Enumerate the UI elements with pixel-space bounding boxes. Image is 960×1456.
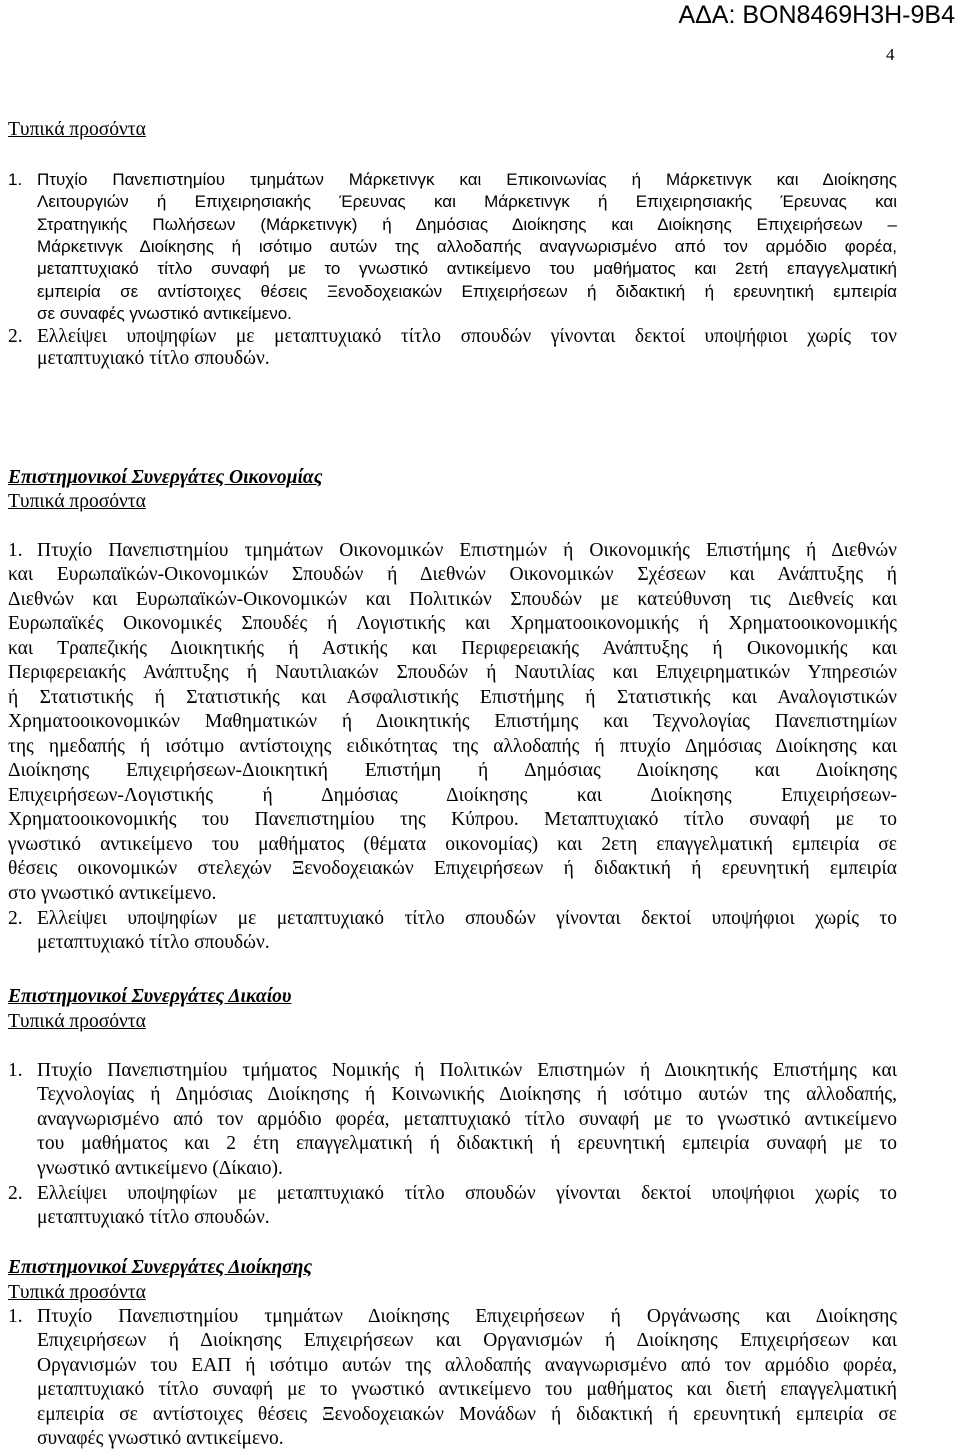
text-line: γνωστικό αντικείμενο (Δίκαιο). (37, 1157, 283, 1179)
page-number: 4 (886, 45, 895, 64)
text-line: αναγνωρισμένο από τον αρμόδιο φορέα, μεταπτυχιακό τίτλο συναφή με το γνωστικό αντικείμενο (37, 1108, 897, 1130)
text-line: και Ευρωπαϊκών-Οικονομικών Σπουδών ή Διεθνών Οικονομικών Σχέσεων και Ανάπτυξης ή (8, 564, 897, 586)
text-line: της ημεδαπής ή ισότιμο αντίστοιχης ειδικότητας της αλλοδαπής ή πτυχίο Δημόσιας Διοίκησης και (8, 735, 897, 757)
text-line: εμπειρία σε αντίστοιχες θέσεις Ξενοδοχειακών Μονάδων ή διδακτική ή ερευνητική εμπειρία σε (37, 1403, 897, 1425)
text-line: Ευρωπαϊκές Οικονομικές Σπουδές ή Λογιστικής και Χρηματοοικονομικής ή Χρηματοοικονομικής (8, 613, 897, 635)
text-line: μεταπτυχιακό τίτλο συναφή με το γνωστικό αντικείμενο του μαθήματος και διετή επαγγελματική (37, 1379, 897, 1401)
text-line: Ελλείψει υποψηφίων με μεταπτυχιακό τίτλο σπουδών γίνονται δεκτοί υποψήφιοι χωρίς τον (37, 325, 897, 347)
item-number: 1. (8, 1305, 23, 1327)
item-number: 1. (8, 539, 23, 561)
text-line: μεταπτυχιακό τίτλο συναφή με το γνωστικό αντικείμενο του μαθήματος και 2ετή επαγγελματική (37, 259, 897, 279)
text-line: Χρηματοοικονομικών Μαθηματικών ή Διοικητικής Επιστήμης και Τεχνολογίας Πανεπιστημίων (8, 711, 897, 733)
text-line: Μάρκετινγκ Διοίκησης ή ισότιμο αυτών της αλλοδαπής αναγνωρισμένο από τον αρμόδιο φορέα, (37, 237, 897, 257)
text-line: Ελλείψει υποψηφίων με μεταπτυχιακό τίτλο σπουδών γίνονται δεκτοί υποψήφιοι χωρίς το (37, 907, 897, 929)
text-line: Επιχειρήσεων ή Διοίκησης Επιχειρήσεων και Οργανισμών ή Διοίκησης Επιχειρήσεων και (37, 1330, 897, 1352)
section-heading: Επιστημονικοί Συνεργάτες Διοίκησης (8, 1256, 313, 1278)
subheading-typika-prosonta: Τυπικά προσόντα (8, 1281, 146, 1303)
text-line: θέσεις οικονομικών στελεχών Ξενοδοχειακών Επιχειρήσεων ή διδακτική ή ερευνητική εμπειρία (8, 858, 897, 880)
text-line: Πτυχίο Πανεπιστημίου τμημάτων Μάρκετινγκ και Επικοινωνίας ή Μάρκετινγκ και Διοίκησης (37, 169, 897, 189)
text-line: ή Στατιστικής ή Στατιστικής και Ασφαλιστικής Επιστήμης ή Στατιστικής και Αναλογιστικών (8, 686, 897, 708)
list-item (8, 1182, 897, 1231)
list-item (8, 169, 897, 326)
text-line: Τεχνολογίας ή Δημόσιας Διοίκησης ή Κοινωνικής Διοίκησης ή ισότιμο αυτών της αλλοδαπής, (37, 1084, 897, 1106)
text-line: μεταπτυχιακό τίτλο σπουδών. (37, 932, 270, 954)
subheading-typika-prosonta: Τυπικά προσόντα (8, 490, 146, 512)
text-line: Περιφερειακής Ανάπτυξης ή Ναυτιλιακών Σπουδών ή Ναυτιλίας και Επιχειρηματικών Υπηρεσιών (8, 662, 897, 684)
list-item (8, 1059, 897, 1182)
text-line: μεταπτυχιακό τίτλο σπουδών. (37, 1207, 270, 1229)
text-line: και Τραπεζικής Διοικητικής ή Αστικής και Περιφερειακής Ανάπτυξης ή Οικονομικής και (8, 637, 897, 659)
text-line: Διοίκησης Επιχειρήσεων-Διοικητική Επιστήμη ή Δημόσιας Διοίκησης και Διοίκησης (8, 760, 897, 782)
list-item (8, 1305, 897, 1452)
item-number: 1. (8, 169, 23, 189)
text-line: μεταπτυχιακό τίτλο σπουδών. (37, 348, 270, 370)
text-line: Πτυχίο Πανεπιστημίου τμημάτων Διοίκησης Επιχειρήσεων ή Οργάνωσης και Διοίκησης (37, 1305, 897, 1327)
text-line: Ελλείψει υποψηφίων με μεταπτυχιακό τίτλο σπουδών γίνονται δεκτοί υποψήφιοι χωρίς το (37, 1182, 897, 1204)
list-item (8, 907, 897, 956)
text-line: Πτυχίο Πανεπιστημίου τμήματος Νομικής ή Πολιτικών Επιστημών ή Διοικητικής Επιστήμης και (37, 1059, 897, 1081)
text-line: στο γνωστικό αντικείμενο. (8, 882, 217, 904)
text-line: σε συναφές γνωστικό αντικείμενο. (37, 304, 292, 324)
text-line: Επιχειρήσεων-Λογιστικής ή Δημόσιας Διοίκησης και Διοίκησης Επιχειρήσεων- (8, 784, 897, 806)
list-item (8, 326, 897, 371)
text-line: γνωστικό αντικείμενο του μαθήματος (θέματα οικονομίας) και 2ετη επαγγελματική εμπειρία σε (8, 833, 897, 855)
text-line: συναφές γνωστικό αντικείμενο. (37, 1428, 284, 1450)
text-line: Λειτουργιών ή Επιχειρησιακής Έρευνας και Μάρκετινγκ ή Επιχειρησιακής Έρευνας και (37, 192, 897, 212)
text-line: Χρηματοοικονομικής του Πανεπιστημίου της Κύπρου. Μεταπτυχιακό τίτλο συναφή με το (8, 809, 897, 831)
item-number: 2. (8, 907, 23, 929)
subheading-typika-prosonta: Τυπικά προσόντα (8, 118, 146, 140)
item-number: 2. (8, 1182, 23, 1204)
ada-identifier: ΑΔΑ: ΒΟΝ8469Η3Η-9Β4 (678, 1, 955, 29)
subheading-typika-prosonta: Τυπικά προσόντα (8, 1010, 146, 1032)
item-number: 1. (8, 1059, 23, 1081)
text-line: Στρατηγικής Πωλήσεων (Μάρκετινγκ) ή Δημόσιας Διοίκησης και Διοίκησης Επιχειρήσεων – (37, 214, 897, 234)
section-heading: Επιστημονικοί Συνεργάτες Δικαίου (8, 985, 292, 1007)
list-item (8, 539, 897, 907)
text-line: εμπειρία σε αντίστοιχες θέσεις Ξενοδοχειακών Επιχειρήσεων ή διδακτική ή ερευνητική εμπειρία (37, 281, 897, 301)
section-heading: Επιστημονικοί Συνεργάτες Οικονομίας (8, 466, 323, 488)
item-number: 2. (8, 325, 23, 347)
text-line: Οργανισμών του ΕΑΠ ή ισότιμο αυτών της αλλοδαπής αναγνωρισμένο από τον αρμόδιο φορέα, (37, 1354, 897, 1376)
text-line: του μαθήματος και 2 έτη επαγγελματική ή διδακτική ή ερευνητική εμπειρία συναφή με το (37, 1133, 897, 1155)
text-line: Διεθνών και Ευρωπαϊκών-Οικονομικών και Πολιτικών Σπουδών με κατεύθυνση τις Διεθνείς και (8, 588, 897, 610)
text-line: Πτυχίο Πανεπιστημίου τμημάτων Οικονομικών Επιστημών ή Οικονομικής Επιστήμης ή Διεθνών (37, 539, 897, 561)
